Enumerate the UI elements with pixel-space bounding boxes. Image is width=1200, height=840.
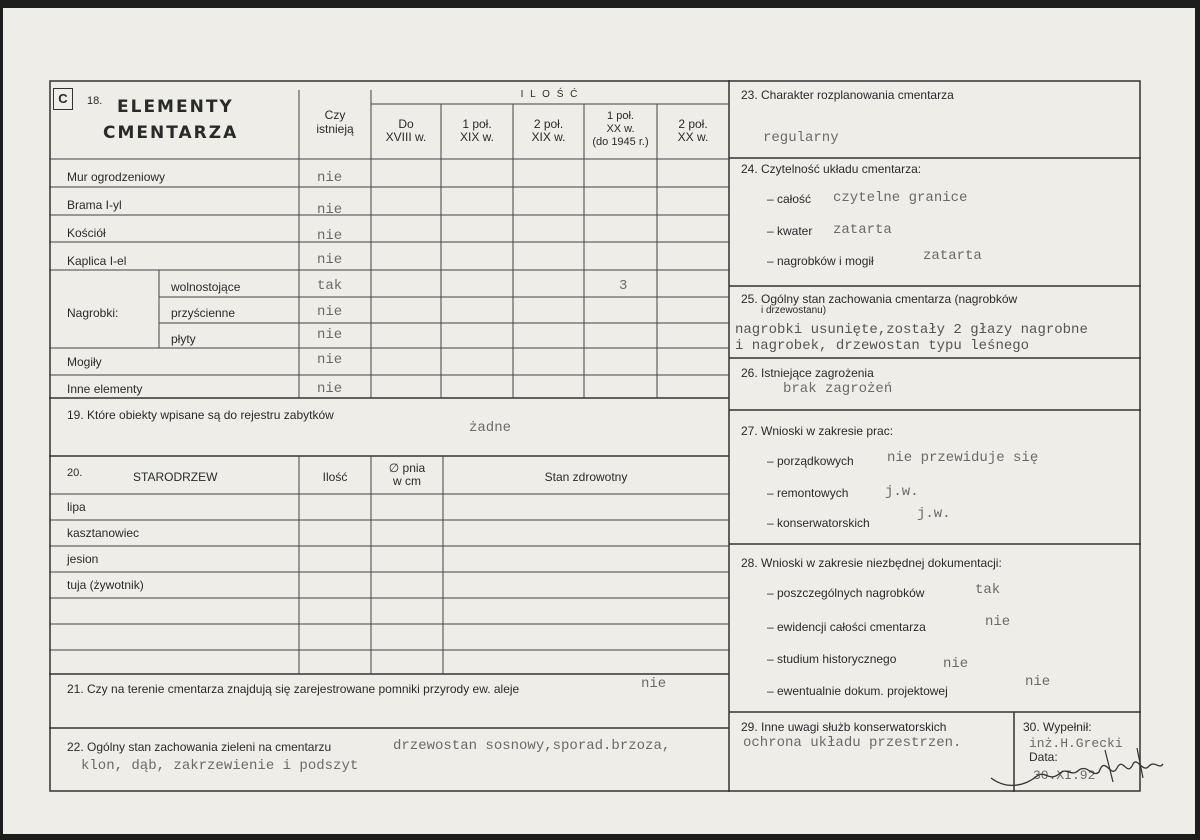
s18-row-label: Kaplica I-el <box>67 254 127 268</box>
signature-scribble <box>987 734 1167 794</box>
form-frame <box>49 80 1141 792</box>
s28-item-label: – ewidencji całości cmentarza <box>767 620 926 634</box>
s28-item-value: tak <box>975 582 1001 598</box>
s18-col-exists-header: Czy istnieją <box>316 108 354 136</box>
s18-row-label: Brama I-yl <box>67 198 122 212</box>
s22-value-line1: drzewostan sosnowy,sporad.brzoza, <box>393 738 671 754</box>
s28-item-label: – ewentualnie dokum. projektowej <box>767 684 948 698</box>
s24-item-value: zatarta <box>923 248 982 264</box>
s18-number: 18. <box>87 95 103 107</box>
s22-label: 22. Ogólny stan zachowania zieleni na cmentarzu <box>67 740 332 754</box>
s18-exists-value: tak <box>317 278 343 294</box>
s27-item-label: – remontowych <box>767 486 849 500</box>
s18-row-label: płyty <box>171 332 196 346</box>
s18-exists-value: nie <box>317 202 343 218</box>
s18-exists-value: nie <box>317 252 343 268</box>
s24-item-value: czytelne granice <box>833 190 968 206</box>
s28-item-label: – poszczególnych nagrobków <box>767 586 925 600</box>
s18-row-label: Mur ogrodzeniowy <box>67 170 166 184</box>
s25-value-line1: nagrobki usunięte,zostały 2 głazy nagrobne <box>735 322 1088 338</box>
s18-row-label: wolnostojące <box>171 280 241 294</box>
s27-label: 27. Wnioski w zakresie prac: <box>741 424 894 438</box>
s18-title-line1: ELEMENTY <box>117 97 234 117</box>
s18-quantity-header: I L O Ś Ć <box>520 89 580 100</box>
period-header: 1 poł. XIX w. <box>459 117 494 144</box>
s23-label: 23. Charakter rozplanowania cmentarza <box>741 88 954 102</box>
s28-item-label: – studium historycznego <box>767 652 897 666</box>
s27-item-label: – porządkowych <box>767 454 854 468</box>
s22-value-line2: klon, dąb, zakrzewienie i podszyt <box>81 758 359 774</box>
s20-col-diameter: ∅ pnia w cm <box>388 461 426 488</box>
s27-item-value: j.w. <box>917 506 951 522</box>
tree-row-label: jesion <box>67 552 99 566</box>
period-header: Do XVIII w. <box>385 117 427 144</box>
tree-row-label: tuja (żywotnik) <box>67 578 144 592</box>
form-card <box>3 8 1195 834</box>
s24-label: 24. Czytelność układu cmentarza: <box>741 162 922 176</box>
s28-item-value: nie <box>943 656 969 672</box>
section-letter-box: C <box>53 88 73 110</box>
period-header: 2 poł. XX w. <box>677 117 709 144</box>
s25-label: 25. Ogólny stan zachowania cmentarza (nagrobków <box>741 292 1018 306</box>
s24-item-label: – nagrobków i mogił <box>767 254 874 268</box>
s24-item-label: – całość <box>767 192 812 206</box>
s24-item-value: zatarta <box>833 222 892 238</box>
s21-value: nie <box>641 676 667 692</box>
s18-exists-value: nie <box>317 352 343 368</box>
s18-exists-value: nie <box>317 381 343 397</box>
tree-row-label: kasztanowiec <box>67 526 140 540</box>
s21-label: 21. Czy na terenie cmentarza znajdują się zarejestrowane pomniki przyrody ew. aleje <box>67 682 520 696</box>
period-header: 2 poł. XIX w. <box>531 117 566 144</box>
s30-label: 30. Wypełnił: <box>1023 720 1092 734</box>
s18-exists-value: nie <box>317 228 343 244</box>
s29-label: 29. Inne uwagi służb konserwatorskich <box>741 720 947 734</box>
s27-item-label: – konserwatorskich <box>767 516 870 530</box>
s28-label: 28. Wnioski w zakresie niezbędnej dokumentacji: <box>741 556 1002 570</box>
period-header: 1 poł. XX w. (do 1945 r.) <box>592 110 649 148</box>
s26-value: brak zagrożeń <box>783 381 893 397</box>
s20-col-health: Stan zdrowotny <box>544 470 628 484</box>
s18-count-value: 3 <box>619 278 628 294</box>
s18-title-line2: CMENTARZA <box>103 123 239 143</box>
s30-filled-by: inż.H.Grecki <box>1029 736 1123 751</box>
s28-item-value: nie <box>985 614 1011 630</box>
s20-col-title: STARODRZEW <box>133 470 218 484</box>
s20-number: 20. <box>67 467 83 479</box>
s30-date-value: 30.XI.92 <box>1033 768 1096 783</box>
s27-item-value: j.w. <box>885 484 919 500</box>
s18-exists-value: nie <box>317 327 343 343</box>
s18-row-label: Mogiły <box>67 355 102 369</box>
s20-col-quantity: Ilość <box>322 470 348 484</box>
s19-label: 19. Które obiekty wpisane są do rejestru zabytków <box>67 408 334 422</box>
s30-date-label: Data: <box>1029 750 1058 764</box>
s24-item-label: – kwater <box>767 224 813 238</box>
s18-exists-value: nie <box>317 304 343 320</box>
s25-label-line2: i drzewostanu) <box>761 305 827 316</box>
s18-row-label: Inne elementy <box>67 382 143 396</box>
s29-value: ochrona układu przestrzen. <box>743 735 962 751</box>
tree-row-label: lipa <box>67 500 86 514</box>
s18-row-label: przyścienne <box>171 306 236 320</box>
s25-value-line2: i nagrobek, drzewostan typu leśnego <box>735 338 1030 354</box>
s19-value: żadne <box>469 420 512 436</box>
s27-item-value: nie przewiduje się <box>887 450 1039 466</box>
s26-label: 26. Istniejące zagrożenia <box>741 366 874 380</box>
s28-item-value: nie <box>1025 674 1051 690</box>
s18-exists-value: nie <box>317 170 343 186</box>
s23-value: regularny <box>763 130 839 146</box>
nagrobki-label: Nagrobki: <box>67 306 119 320</box>
s18-row-label: Kościół <box>67 226 106 240</box>
